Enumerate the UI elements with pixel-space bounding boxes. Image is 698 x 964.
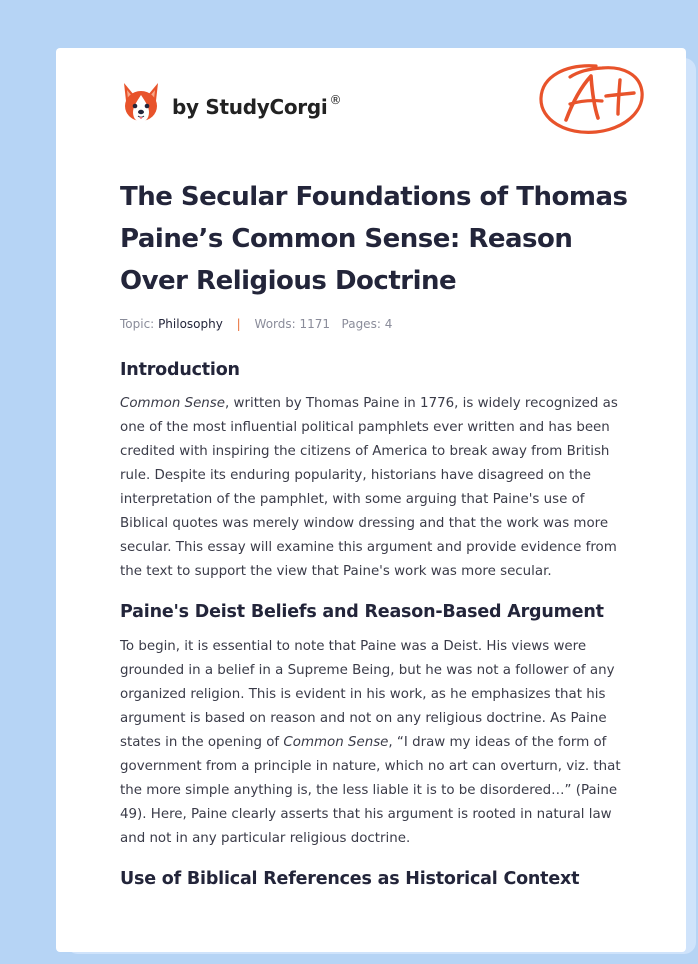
introduction-paragraph (120, 392, 632, 584)
deist-text-before: To begin, it is essential to note that Paine was a Deist. His views were grounded in a belief in a Supreme Being, but he was not a follower of any organized religion. This is evident in his work, as he emphasizes that his argument is based on reason and not on any religious doctrine. As Paine states in the opening of (120, 639, 615, 750)
pages-label: Pages: (341, 317, 381, 331)
meta-separator: | (236, 317, 241, 331)
brand-name (172, 95, 341, 119)
brand-name-text: by StudyCorgi (172, 95, 328, 119)
a-plus-grade-icon (536, 60, 648, 140)
corgi-logo-icon (120, 81, 162, 125)
words-value: 1171 (299, 317, 331, 331)
essay-title: The Secular Foundations of Thomas Paine’s Common Sense: Reason Over Religious Doctrine (120, 182, 628, 296)
registered-mark: ® (329, 93, 342, 107)
deist-text-after: , “I draw my ideas of the form of government from a principle in nature, which no art can overturn, viz. that the more simple anything is, the less liable it is to be disordered…” (Paine 49). Here, Paine clearly asserts that his argument is rooted in natural law and not in any particular religious doctrine. (120, 735, 621, 846)
topic-link[interactable]: Philosophy (158, 317, 223, 331)
deist-paragraph (120, 635, 632, 851)
pages-value: 4 (384, 317, 393, 331)
essay-content (120, 176, 632, 891)
deist-italic-title: Common Sense (283, 735, 389, 750)
intro-italic-title: Common Sense (120, 396, 226, 411)
section-heading-biblical-references: Use of Biblical References as Historical Context (120, 869, 580, 889)
words-label: Words: (254, 317, 296, 331)
essay-meta (120, 316, 632, 332)
brand-header[interactable] (120, 78, 341, 128)
intro-text: , written by Thomas Paine in 1776, is widely recognized as one of the most influential political pamphlets ever written and has been credited with inspiring the citizens of America to break away from British rule. Despite its enduring popularity, historians have disagreed on the interpretation of the pamphlet, with some arguing that Paine's use of Biblical quotes was merely window dressing and that the work was more secular. This essay will examine this argument and provide evidence from the text to support the view that Paine's work was more secular. (120, 396, 618, 579)
section-heading-deist-beliefs: Paine's Deist Beliefs and Reason-Based Argument (120, 602, 604, 622)
section-heading-introduction: Introduction (120, 360, 240, 380)
topic-label: Topic: (120, 317, 155, 331)
essay-page (56, 48, 686, 952)
